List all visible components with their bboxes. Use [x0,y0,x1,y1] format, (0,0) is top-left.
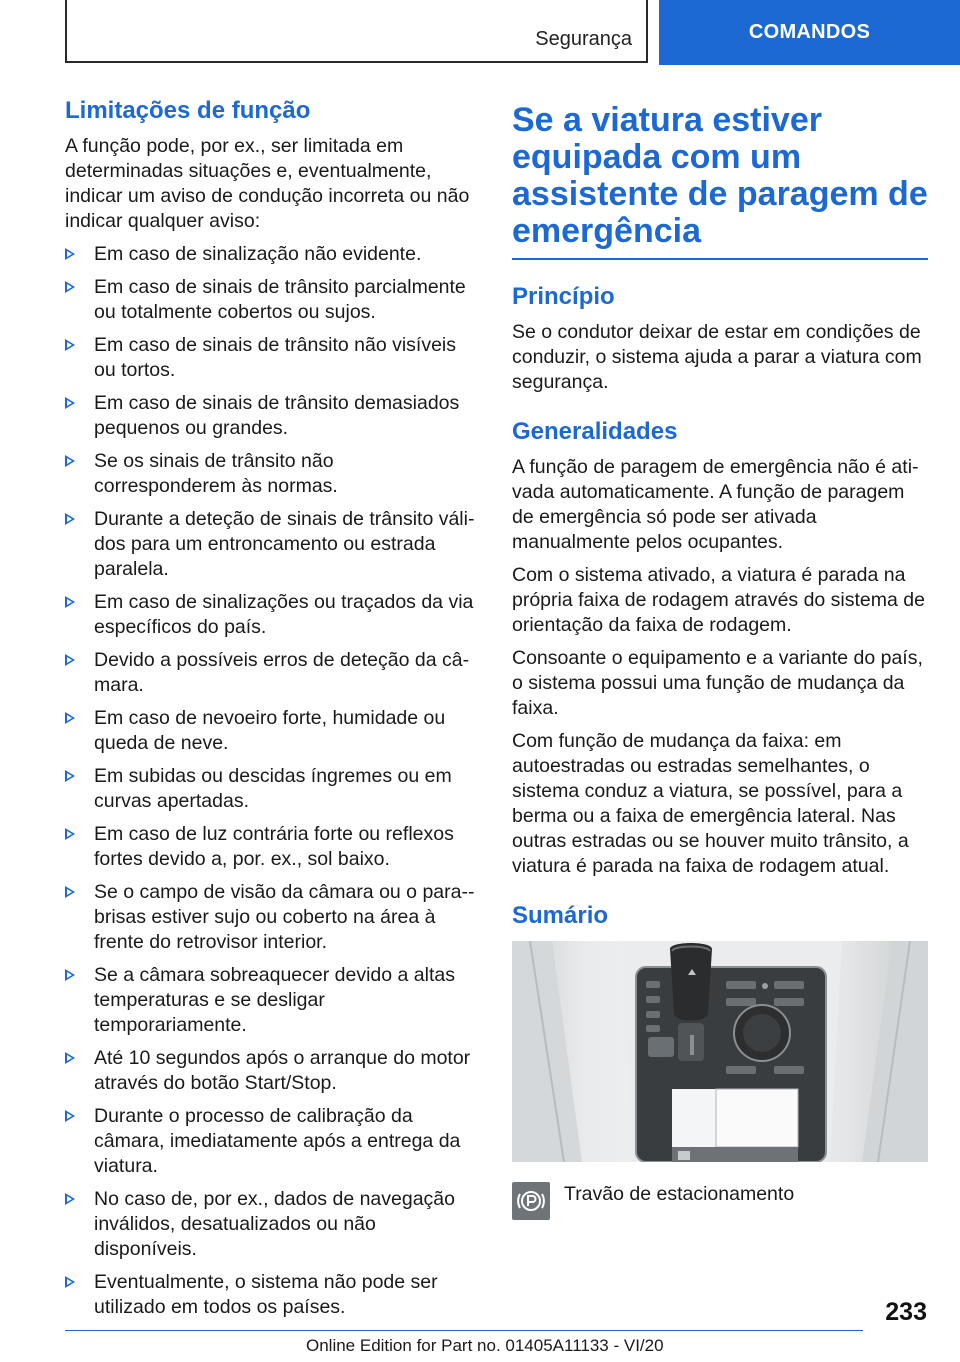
limitations-intro: A função pode, por ex., ser limitada em determinadas situações e, eventualmente, indicar um aviso de condução incorreta ou não indicar qualquer aviso: [65,135,470,232]
bullet-triangle-icon [65,1193,75,1205]
list-item: Em caso de sinais de trânsito demasiados pequenos ou grandes. [65,391,477,441]
list-item: Se os sinais de trânsito não corresponderem às normas. [65,449,477,499]
list-item: Em caso de sinais de trânsito parcialmente ou totalmente cobertos ou sujos. [65,275,477,325]
principle-heading: Princípio [512,283,615,310]
bullet-triangle-icon [65,654,75,666]
general-paragraph: A função de paragem de emergência não é ativada automaticamente. A função de paragem de emergência só pode ser ativada manualmente pelos ocupantes. [512,456,919,553]
legend-row [512,1182,928,1222]
right-column [512,96,928,1222]
list-item: Durante a deteção de sinais de trânsito válidos para um entroncamento ou estrada paralela. [65,507,477,582]
bullet-triangle-icon [65,712,75,724]
general-paragraph: Consoante o equipamento e a variante do país, o sistema possui uma função de mudança da faixa. [512,647,923,719]
section-box [65,0,648,63]
list-item: Até 10 segundos após o arranque do motor através do botão Start/Stop. [65,1046,477,1096]
bullet-triangle-icon [65,770,75,782]
bullet-triangle-icon [65,281,75,293]
chapter-tab: COMANDOS [659,0,960,65]
list-item: Em caso de sinalizações ou traçados da via específicos do país. [65,590,477,640]
list-item: Se o campo de visão da câmara ou o para-brisas estiver sujo ou coberto na área à frente do retrovisor interior. [65,880,477,955]
bullet-triangle-icon [65,969,75,981]
bullet-triangle-icon [65,1276,75,1288]
list-item: Devido a possíveis erros de deteção da câmara. [65,648,477,698]
page-number: 233 [885,1298,927,1326]
summary-heading: Sumário [512,902,609,929]
bullet-triangle-icon [65,455,75,467]
footer-divider [65,1330,863,1331]
bullet-triangle-icon [65,596,75,608]
principle-text: Se o condutor deixar de estar em condições de conduzir, o sistema ajuda a parar a viatura com segurança. [512,321,922,393]
bullet-triangle-icon [65,397,75,409]
general-paragraph: Com função de mudança da faixa: em autoestradas ou estradas semelhantes, o sistema conduz a viatura, se possível, para a berma ou a faixa de emergência lateral. Nas outras estradas ou se houver muito trânsito, a viatura é parada na faixa de rodagem atual. [512,730,909,877]
list-item: No caso de, por ex., dados de navegação inválidos, desatualizados ou não disponíveis. [65,1187,477,1262]
list-item: Em caso de luz contrária forte ou reflexos fortes devido a, por. ex., sol baixo. [65,822,477,872]
section-title: Se a viatura estiver equipada com um assistente de paragem de emergência [512,102,928,260]
center-console-image [512,941,928,1162]
bullet-triangle-icon [65,886,75,898]
edition-footer: Online Edition for Part no. 01405A11133 - VI/20 [306,1336,664,1355]
parking-brake-icon [512,1182,550,1220]
list-item: Em caso de sinalização não evidente. [65,242,477,267]
list-item: Durante o processo de calibração da câmara, imediatamente após a entrega da viatura. [65,1104,477,1179]
center-console-illustration [512,941,928,1162]
list-item: Eventualmente, o sistema não pode ser utilizado em todos os países. [65,1270,477,1320]
parking-brake-caption: Travão de estacionamento [564,1183,795,1205]
section-label: Segurança [535,28,632,50]
list-item: Se a câmara sobreaquecer devido a altas temperaturas e se desligar temporariamente. [65,963,477,1038]
limitations-heading: Limitações de função [65,97,311,124]
limitations-list [65,242,477,1320]
list-item: Em subidas ou descidas íngremes ou em curvas apertadas. [65,764,477,814]
bullet-triangle-icon [65,1052,75,1064]
page-header [0,0,960,66]
list-item: Em caso de nevoeiro forte, humidade ou queda de neve. [65,706,477,756]
bullet-triangle-icon [65,1110,75,1122]
left-column [65,96,477,1328]
bullet-triangle-icon [65,828,75,840]
bullet-triangle-icon [65,513,75,525]
general-paragraph: Com o sistema ativado, a viatura é parada na própria faixa de rodagem através do sistema de orientação da faixa de rodagem. [512,564,925,636]
list-item: Em caso de sinais de trânsito não visíveis ou tortos. [65,333,477,383]
general-heading: Generalidades [512,418,678,445]
bullet-triangle-icon [65,248,75,260]
bullet-triangle-icon [65,339,75,351]
